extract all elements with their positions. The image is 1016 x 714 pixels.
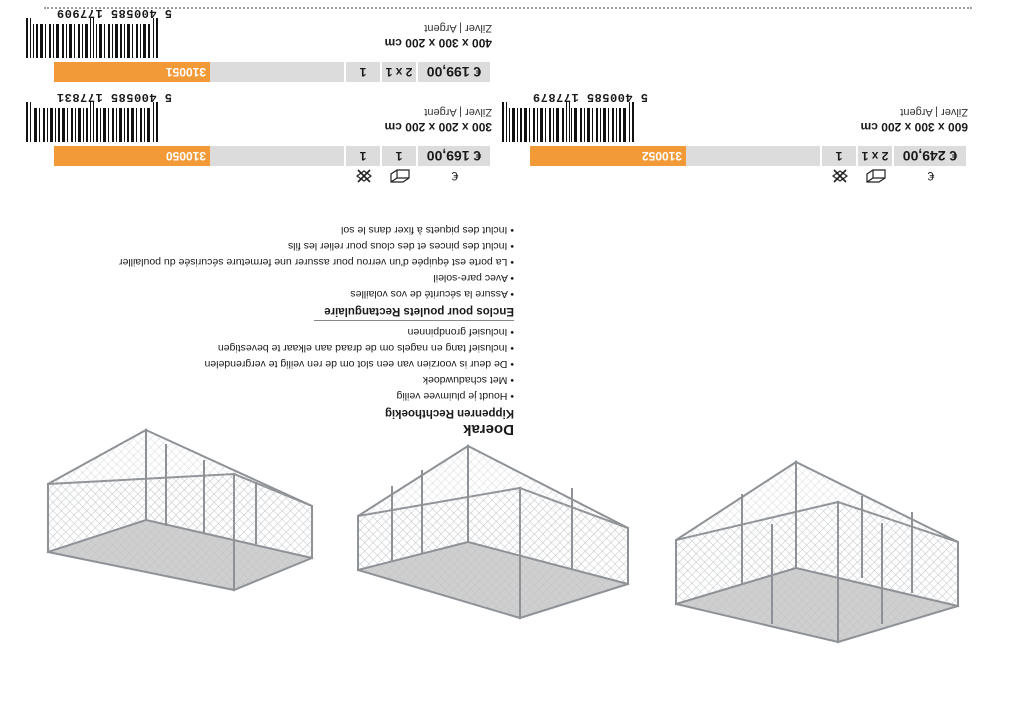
barcode-graphic (23, 18, 158, 58)
no-stack-icon (822, 166, 858, 186)
packing-qty: 1 (382, 146, 418, 166)
barcode-310051 (23, 6, 172, 58)
min-qty: 1 (822, 146, 858, 166)
barcode-number: 5 400585 177909 (56, 6, 172, 20)
euro-legend: € (451, 169, 459, 183)
barcode-graphic (23, 102, 158, 142)
barcode-graphic (499, 102, 634, 142)
feature-nl: • Houdt je pluimvee veilig (44, 388, 514, 404)
subtitle-fr: Enclos pour poulets Rectangulaire (324, 305, 514, 317)
subtitle-nl: Kippenren Rechthoekig (384, 407, 514, 419)
box-icon (382, 166, 418, 186)
price-bar-fill (686, 146, 822, 166)
feature-nl: • Inclusief grondpinnen (44, 324, 514, 340)
price-bar (530, 146, 968, 166)
divider (314, 320, 514, 321)
feature-fr: • Avec pare-soleil (44, 270, 514, 286)
price-bar-fill (210, 146, 346, 166)
dimensions: 600 x 300 x 200 cm (860, 120, 968, 134)
feature-nl: • Met schaduwdoek (44, 372, 514, 388)
feature-fr: • Inclut des pinces et des clous pour relier les fils (44, 238, 514, 254)
euro-legend: € (927, 169, 935, 183)
barcode-310050 (23, 90, 172, 142)
price: € 249,00 (894, 146, 968, 166)
price-bar-fill (210, 62, 346, 82)
colour-label: Zilver | Argent (424, 106, 492, 118)
features-nl (44, 324, 514, 404)
feature-nl: • Inclusief tang en nagels om de draad aan elkaar te bevestigen (44, 340, 514, 356)
product-310052 (518, 56, 968, 166)
product-310051 (42, 2, 492, 82)
packing-qty: 2 x 1 (382, 62, 418, 82)
barcode-310052 (499, 90, 648, 142)
article-code: 310052 (530, 146, 686, 166)
feature-fr: • La porte est équipée d'un verrou pour assurer une fermeture sécurisée du poulailler (44, 254, 514, 270)
cage-image-600 (660, 454, 972, 694)
description-block (44, 222, 514, 438)
no-stack-icon (346, 166, 382, 186)
barcode-number: 5 400585 177831 (56, 90, 172, 104)
min-qty: 1 (346, 146, 382, 166)
feature-fr: • Inclut des piquets à fixer dans le sol (44, 222, 514, 238)
colour-label: Zilver | Argent (424, 22, 492, 34)
cage-image-400 (350, 436, 632, 666)
article-code: 310050 (54, 146, 210, 166)
product-title: Doerak (463, 421, 514, 438)
colour-label: Zilver | Argent (900, 106, 968, 118)
legend-right (822, 166, 968, 186)
price: € 169,00 (418, 146, 492, 166)
legend-left (346, 166, 492, 186)
cage-image-300 (44, 420, 316, 630)
feature-nl: • De deur is voorzien van een slot om de ren veilig te vergrendelen (44, 356, 514, 372)
price-bar (54, 146, 492, 166)
dimensions: 300 x 200 x 200 cm (384, 120, 492, 134)
box-icon (858, 166, 894, 186)
barcode-number: 5 400585 177879 (532, 90, 648, 104)
feature-fr: • Assure la sécurité de vos volailles (44, 286, 514, 302)
dimensions: 400 x 300 x 200 cm (384, 36, 492, 50)
price-bar (54, 62, 492, 82)
min-qty: 1 (346, 62, 382, 82)
packing-qty: 2 x 1 (858, 146, 894, 166)
article-code: 310051 (54, 62, 210, 82)
price: € 199,00 (418, 62, 492, 82)
features-fr (44, 222, 514, 302)
